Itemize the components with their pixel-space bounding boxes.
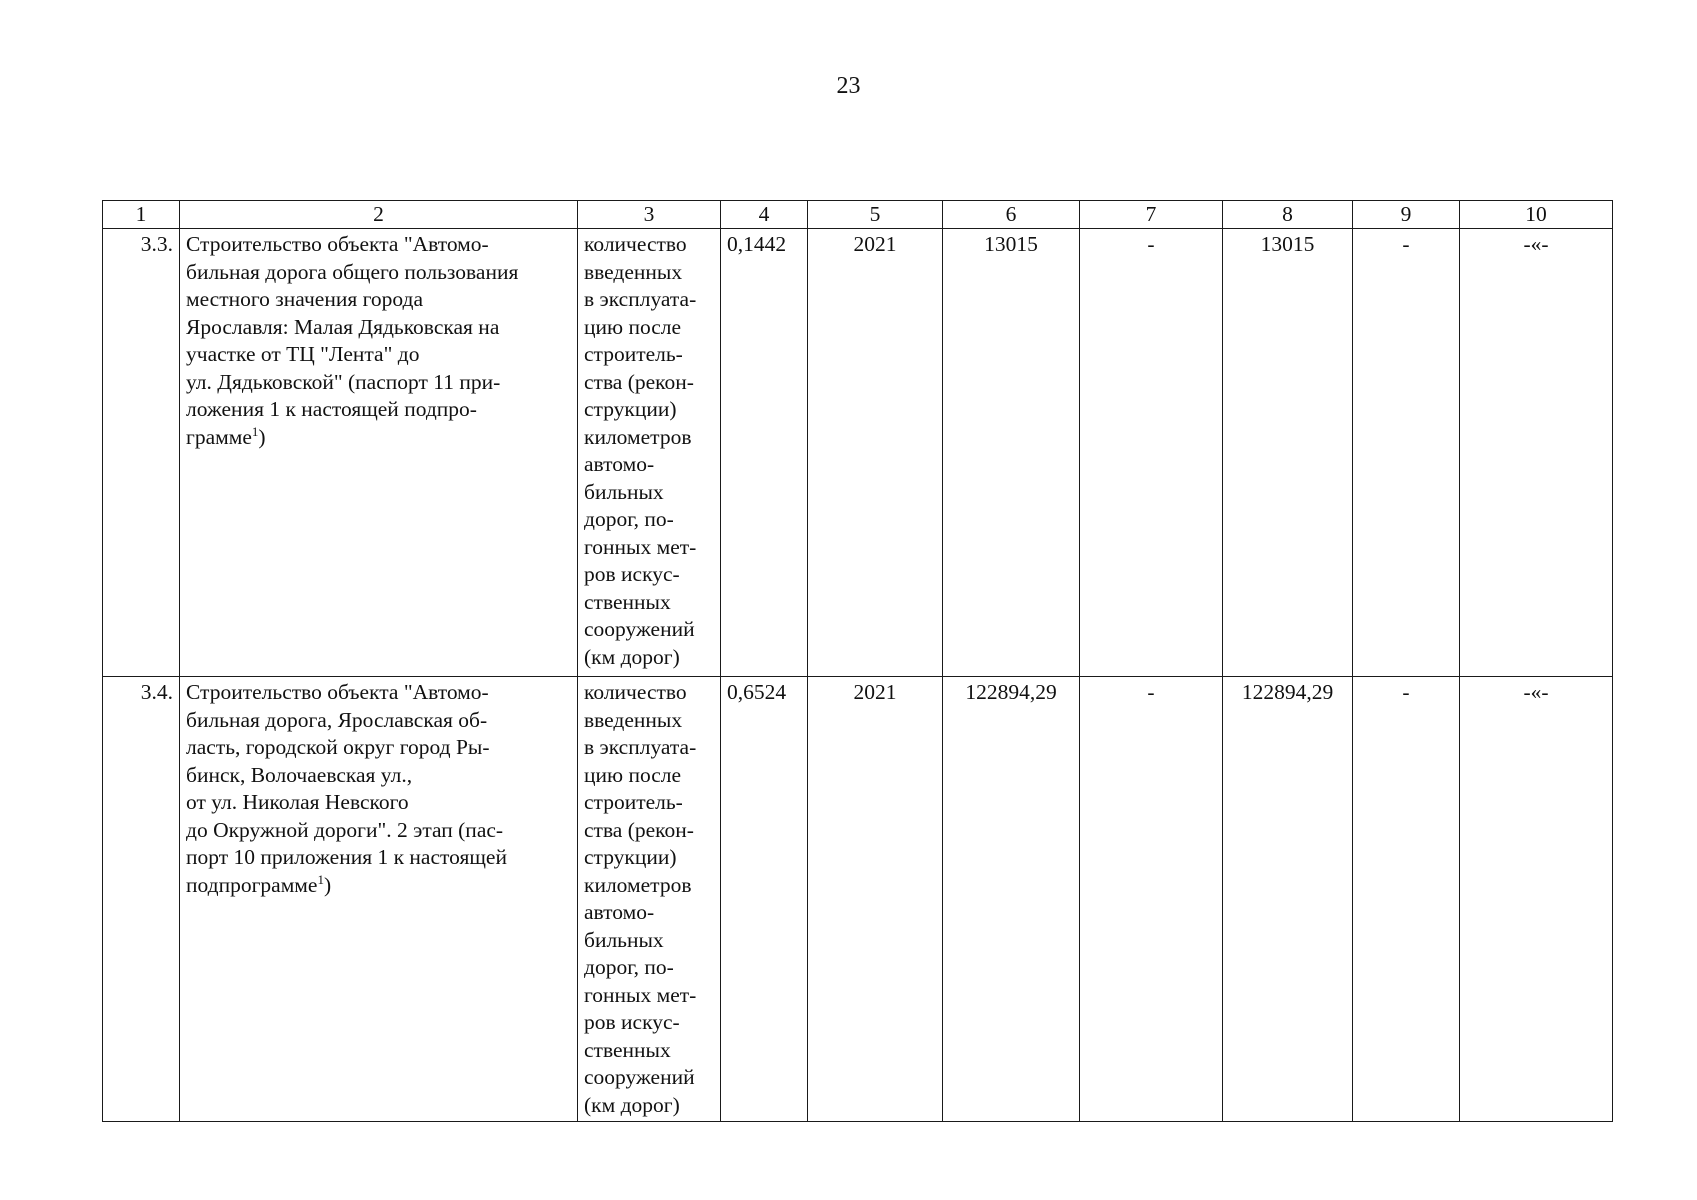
header-cell-10: 10: [1460, 201, 1613, 229]
table-row: [103, 677, 1613, 1122]
value-cell-7: -: [1080, 229, 1223, 677]
footnote-mark: 1: [317, 871, 324, 887]
header-cell-3: 3: [578, 201, 721, 229]
value-cell-4: 0,6524: [721, 677, 808, 1122]
value-cell-8: 122894,29: [1223, 677, 1353, 1122]
object-name-main: Строительство объекта "Автомо- бильная дорога, Ярославская об- ласть, городской округ город Ры- бинск, Волочаевская ул., от ул. Николая Невского до Окружной дороги". 2 этап (пас- порт 10 приложения 1 к настоящей подпрограмме: [186, 680, 507, 897]
year-cell: 2021: [808, 229, 943, 677]
header-cell-1: 1: [103, 201, 180, 229]
indicator-text: количество введенных в эксплуата- цию после строитель- ства (рекон- струкции) километров автомо- бильных дорог, по- гонных мет- ров искус- ственных сооружений (км дорог): [584, 232, 697, 669]
row-number-cell: 3.3.: [103, 229, 180, 677]
header-cell-9: 9: [1353, 201, 1460, 229]
value-cell-8: 13015: [1223, 229, 1353, 677]
object-name-cell: [180, 229, 578, 677]
row-number-cell: 3.4.: [103, 677, 180, 1122]
indicator-text: количество введенных в эксплуата- цию после строитель- ства (рекон- струкции) километров автомо- бильных дорог, по- гонных мет- ров искус- ственных сооружений (км дорог): [584, 680, 697, 1117]
value-cell-9: -: [1353, 229, 1460, 677]
value-cell-10: -«-: [1460, 677, 1613, 1122]
footnote-mark: 1: [251, 423, 259, 439]
program-table: [102, 200, 1613, 1122]
header-cell-4: 4: [721, 201, 808, 229]
value-cell-10: -«-: [1460, 229, 1613, 677]
object-name-tail: ): [258, 424, 266, 449]
object-name-text: [186, 679, 571, 899]
value-cell-6: 13015: [943, 229, 1080, 677]
header-cell-6: 6: [943, 201, 1080, 229]
header-cell-5: 5: [808, 201, 943, 229]
table-row: [103, 229, 1613, 677]
table-header-row: [103, 201, 1613, 229]
page-number: 23: [836, 73, 861, 99]
indicator-cell: [578, 229, 721, 677]
header-cell-7: 7: [1080, 201, 1223, 229]
object-name-main: Строительство объекта "Автомо- бильная дорога общего пользования местного значения города Ярославля: Малая Дядьковская на участке от ТЦ "Лента" до ул. Дядьковской" (паспорт 11 при- ложения 1 к настоящей подпро- грамме: [186, 232, 519, 449]
value-cell-4: 0,1442: [721, 229, 808, 677]
object-name-text: [186, 231, 571, 451]
object-name-tail: ): [323, 872, 332, 897]
year-cell: 2021: [808, 677, 943, 1122]
value-cell-9: -: [1353, 677, 1460, 1122]
header-cell-2: 2: [180, 201, 578, 229]
indicator-cell: [578, 677, 721, 1122]
value-cell-7: -: [1080, 677, 1223, 1122]
header-cell-8: 8: [1223, 201, 1353, 229]
value-cell-6: 122894,29: [943, 677, 1080, 1122]
object-name-cell: [180, 677, 578, 1122]
